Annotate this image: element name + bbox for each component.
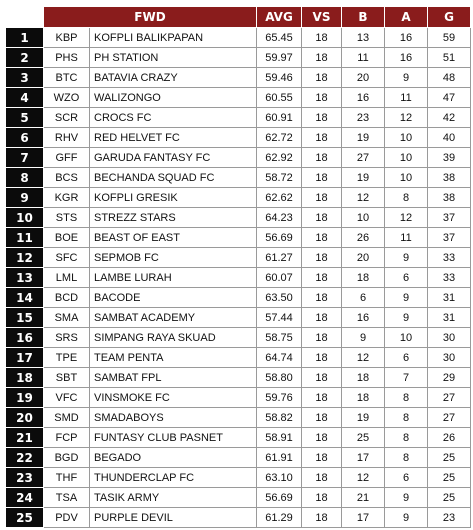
rank-cell: 24 [6, 488, 44, 508]
a-cell: 8 [385, 428, 428, 448]
b-cell: 26 [342, 228, 385, 248]
rank-cell: 23 [6, 468, 44, 488]
team-code-cell: THF [44, 468, 90, 488]
rank-cell: 10 [6, 208, 44, 228]
g-cell: 33 [428, 268, 471, 288]
team-name-cell: SIMPANG RAYA SKUAD [90, 328, 257, 348]
b-cell: 16 [342, 88, 385, 108]
team-name-cell: BEAST OF EAST [90, 228, 257, 248]
g-cell: 25 [428, 488, 471, 508]
rank-cell: 2 [6, 48, 44, 68]
b-cell: 18 [342, 268, 385, 288]
avg-cell: 58.72 [257, 168, 302, 188]
header-row [6, 7, 471, 28]
vs-cell: 18 [302, 368, 342, 388]
table-row [6, 208, 471, 228]
team-name-cell: KOFPLI BALIKPAPAN [90, 28, 257, 48]
rank-cell: 8 [6, 168, 44, 188]
team-name-cell: LAMBE LURAH [90, 268, 257, 288]
avg-cell: 61.91 [257, 448, 302, 468]
avg-cell: 57.44 [257, 308, 302, 328]
avg-cell: 59.97 [257, 48, 302, 68]
team-code-cell: BOE [44, 228, 90, 248]
team-code-cell: LML [44, 268, 90, 288]
avg-cell: 59.46 [257, 68, 302, 88]
b-cell: 16 [342, 308, 385, 328]
a-cell: 8 [385, 448, 428, 468]
rank-cell: 5 [6, 108, 44, 128]
table-row [6, 388, 471, 408]
g-cell: 39 [428, 148, 471, 168]
g-cell: 26 [428, 428, 471, 448]
avg-cell: 60.07 [257, 268, 302, 288]
avg-cell: 64.74 [257, 348, 302, 368]
avg-cell: 61.29 [257, 508, 302, 528]
table-row [6, 248, 471, 268]
table-row [6, 188, 471, 208]
table-row [6, 68, 471, 88]
g-cell: 38 [428, 188, 471, 208]
rank-cell: 9 [6, 188, 44, 208]
a-cell: 11 [385, 88, 428, 108]
b-cell: 19 [342, 408, 385, 428]
b-cell: 12 [342, 468, 385, 488]
team-code-cell: RHV [44, 128, 90, 148]
avg-cell: 60.55 [257, 88, 302, 108]
vs-cell: 18 [302, 188, 342, 208]
g-cell: 29 [428, 368, 471, 388]
table-row [6, 508, 471, 528]
rank-cell: 25 [6, 508, 44, 528]
b-cell: 18 [342, 368, 385, 388]
g-cell: 40 [428, 128, 471, 148]
g-cell: 59 [428, 28, 471, 48]
table-row [6, 148, 471, 168]
team-code-cell: SBT [44, 368, 90, 388]
a-cell: 8 [385, 388, 428, 408]
team-name-cell: BATAVIA CRAZY [90, 68, 257, 88]
vs-cell: 18 [302, 428, 342, 448]
avg-cell: 63.50 [257, 288, 302, 308]
vs-cell: 18 [302, 388, 342, 408]
team-name-cell: VINSMOKE FC [90, 388, 257, 408]
g-cell: 25 [428, 468, 471, 488]
a-cell: 9 [385, 508, 428, 528]
avg-cell: 58.91 [257, 428, 302, 448]
team-code-cell: SRS [44, 328, 90, 348]
a-cell: 8 [385, 188, 428, 208]
b-cell: 6 [342, 288, 385, 308]
team-name-cell: WALIZONGO [90, 88, 257, 108]
avg-cell: 62.92 [257, 148, 302, 168]
table-row [6, 48, 471, 68]
b-cell: 20 [342, 248, 385, 268]
vs-cell: 18 [302, 508, 342, 528]
b-cell: 20 [342, 68, 385, 88]
vs-cell: 18 [302, 248, 342, 268]
vs-cell: 18 [302, 448, 342, 468]
avg-cell: 60.91 [257, 108, 302, 128]
vs-cell: 18 [302, 128, 342, 148]
a-cell: 11 [385, 228, 428, 248]
team-code-cell: SMD [44, 408, 90, 428]
g-cell: 30 [428, 348, 471, 368]
team-code-cell: KBP [44, 28, 90, 48]
b-cell: 11 [342, 48, 385, 68]
vs-cell: 18 [302, 148, 342, 168]
g-cell: 27 [428, 408, 471, 428]
team-code-cell: BTC [44, 68, 90, 88]
team-code-cell: SCR [44, 108, 90, 128]
avg-cell: 56.69 [257, 228, 302, 248]
vs-cell: 18 [302, 168, 342, 188]
b-cell: 9 [342, 328, 385, 348]
team-name-cell: TASIK ARMY [90, 488, 257, 508]
team-name-cell: STREZZ STARS [90, 208, 257, 228]
team-name-cell: FUNTASY CLUB PASNET [90, 428, 257, 448]
a-cell: 9 [385, 68, 428, 88]
team-code-cell: TPE [44, 348, 90, 368]
team-code-cell: SFC [44, 248, 90, 268]
table-row [6, 448, 471, 468]
table-row [6, 108, 471, 128]
header-blank [6, 7, 44, 28]
rank-cell: 4 [6, 88, 44, 108]
table-row [6, 368, 471, 388]
vs-cell: 18 [302, 48, 342, 68]
a-cell: 6 [385, 468, 428, 488]
team-code-cell: BGD [44, 448, 90, 468]
a-cell: 10 [385, 328, 428, 348]
rank-cell: 19 [6, 388, 44, 408]
team-name-cell: TEAM PENTA [90, 348, 257, 368]
vs-cell: 18 [302, 468, 342, 488]
vs-cell: 18 [302, 408, 342, 428]
vs-cell: 18 [302, 208, 342, 228]
team-name-cell: SAMBAT FPL [90, 368, 257, 388]
g-cell: 38 [428, 168, 471, 188]
table-row [6, 128, 471, 148]
header-a: A [385, 7, 428, 28]
rank-cell: 15 [6, 308, 44, 328]
vs-cell: 18 [302, 108, 342, 128]
vs-cell: 18 [302, 308, 342, 328]
g-cell: 31 [428, 288, 471, 308]
header-avg: AVG [257, 7, 302, 28]
rank-cell: 17 [6, 348, 44, 368]
team-name-cell: BECHANDA SQUAD FC [90, 168, 257, 188]
table-body [6, 28, 471, 528]
table-row [6, 308, 471, 328]
g-cell: 25 [428, 448, 471, 468]
b-cell: 19 [342, 128, 385, 148]
g-cell: 37 [428, 228, 471, 248]
g-cell: 48 [428, 68, 471, 88]
a-cell: 9 [385, 248, 428, 268]
team-code-cell: PHS [44, 48, 90, 68]
table-row [6, 168, 471, 188]
avg-cell: 64.23 [257, 208, 302, 228]
a-cell: 10 [385, 148, 428, 168]
header-vs: VS [302, 7, 342, 28]
standings-table [5, 6, 471, 528]
vs-cell: 18 [302, 288, 342, 308]
team-name-cell: BACODE [90, 288, 257, 308]
a-cell: 6 [385, 348, 428, 368]
team-name-cell: SMADABOYS [90, 408, 257, 428]
table-row [6, 408, 471, 428]
g-cell: 42 [428, 108, 471, 128]
team-name-cell: PURPLE DEVIL [90, 508, 257, 528]
table-row [6, 348, 471, 368]
team-code-cell: TSA [44, 488, 90, 508]
table-row [6, 88, 471, 108]
team-code-cell: BCS [44, 168, 90, 188]
g-cell: 31 [428, 308, 471, 328]
avg-cell: 63.10 [257, 468, 302, 488]
team-name-cell: SEPMOB FC [90, 248, 257, 268]
team-code-cell: WZO [44, 88, 90, 108]
avg-cell: 59.76 [257, 388, 302, 408]
a-cell: 16 [385, 28, 428, 48]
b-cell: 21 [342, 488, 385, 508]
g-cell: 51 [428, 48, 471, 68]
rank-cell: 20 [6, 408, 44, 428]
avg-cell: 58.80 [257, 368, 302, 388]
b-cell: 18 [342, 388, 385, 408]
a-cell: 10 [385, 168, 428, 188]
vs-cell: 18 [302, 268, 342, 288]
b-cell: 10 [342, 208, 385, 228]
a-cell: 9 [385, 288, 428, 308]
vs-cell: 18 [302, 28, 342, 48]
team-name-cell: RED HELVET FC [90, 128, 257, 148]
a-cell: 16 [385, 48, 428, 68]
team-code-cell: GFF [44, 148, 90, 168]
vs-cell: 18 [302, 488, 342, 508]
b-cell: 27 [342, 148, 385, 168]
vs-cell: 18 [302, 328, 342, 348]
g-cell: 27 [428, 388, 471, 408]
table-row [6, 428, 471, 448]
b-cell: 13 [342, 28, 385, 48]
team-name-cell: SAMBAT ACADEMY [90, 308, 257, 328]
rank-cell: 11 [6, 228, 44, 248]
team-code-cell: BCD [44, 288, 90, 308]
table-row [6, 228, 471, 248]
rank-cell: 13 [6, 268, 44, 288]
table-row [6, 488, 471, 508]
a-cell: 10 [385, 128, 428, 148]
a-cell: 7 [385, 368, 428, 388]
team-code-cell: STS [44, 208, 90, 228]
rank-cell: 21 [6, 428, 44, 448]
b-cell: 19 [342, 168, 385, 188]
rank-cell: 6 [6, 128, 44, 148]
table-row [6, 468, 471, 488]
table-row [6, 328, 471, 348]
avg-cell: 58.82 [257, 408, 302, 428]
table-row [6, 268, 471, 288]
a-cell: 9 [385, 308, 428, 328]
rank-cell: 14 [6, 288, 44, 308]
avg-cell: 58.75 [257, 328, 302, 348]
a-cell: 12 [385, 108, 428, 128]
team-code-cell: PDV [44, 508, 90, 528]
avg-cell: 62.62 [257, 188, 302, 208]
table-row [6, 288, 471, 308]
b-cell: 25 [342, 428, 385, 448]
team-name-cell: PH STATION [90, 48, 257, 68]
team-code-cell: SMA [44, 308, 90, 328]
a-cell: 9 [385, 488, 428, 508]
team-name-cell: GARUDA FANTASY FC [90, 148, 257, 168]
b-cell: 17 [342, 448, 385, 468]
b-cell: 17 [342, 508, 385, 528]
g-cell: 33 [428, 248, 471, 268]
avg-cell: 56.69 [257, 488, 302, 508]
team-code-cell: KGR [44, 188, 90, 208]
b-cell: 12 [342, 348, 385, 368]
vs-cell: 18 [302, 228, 342, 248]
vs-cell: 18 [302, 348, 342, 368]
avg-cell: 65.45 [257, 28, 302, 48]
rank-cell: 3 [6, 68, 44, 88]
g-cell: 37 [428, 208, 471, 228]
rank-cell: 16 [6, 328, 44, 348]
team-name-cell: THUNDERCLAP FC [90, 468, 257, 488]
header-b: B [342, 7, 385, 28]
header-g: G [428, 7, 471, 28]
rank-cell: 1 [6, 28, 44, 48]
rank-cell: 18 [6, 368, 44, 388]
rank-cell: 7 [6, 148, 44, 168]
rank-cell: 22 [6, 448, 44, 468]
a-cell: 8 [385, 408, 428, 428]
team-name-cell: CROCS FC [90, 108, 257, 128]
team-name-cell: BEGADO [90, 448, 257, 468]
a-cell: 12 [385, 208, 428, 228]
team-name-cell: KOFPLI GRESIK [90, 188, 257, 208]
avg-cell: 62.72 [257, 128, 302, 148]
table-row [6, 28, 471, 48]
header-fwd: FWD [44, 7, 257, 28]
g-cell: 23 [428, 508, 471, 528]
b-cell: 23 [342, 108, 385, 128]
vs-cell: 18 [302, 68, 342, 88]
a-cell: 6 [385, 268, 428, 288]
rank-cell: 12 [6, 248, 44, 268]
g-cell: 30 [428, 328, 471, 348]
team-code-cell: VFC [44, 388, 90, 408]
team-code-cell: FCP [44, 428, 90, 448]
avg-cell: 61.27 [257, 248, 302, 268]
g-cell: 47 [428, 88, 471, 108]
b-cell: 12 [342, 188, 385, 208]
vs-cell: 18 [302, 88, 342, 108]
